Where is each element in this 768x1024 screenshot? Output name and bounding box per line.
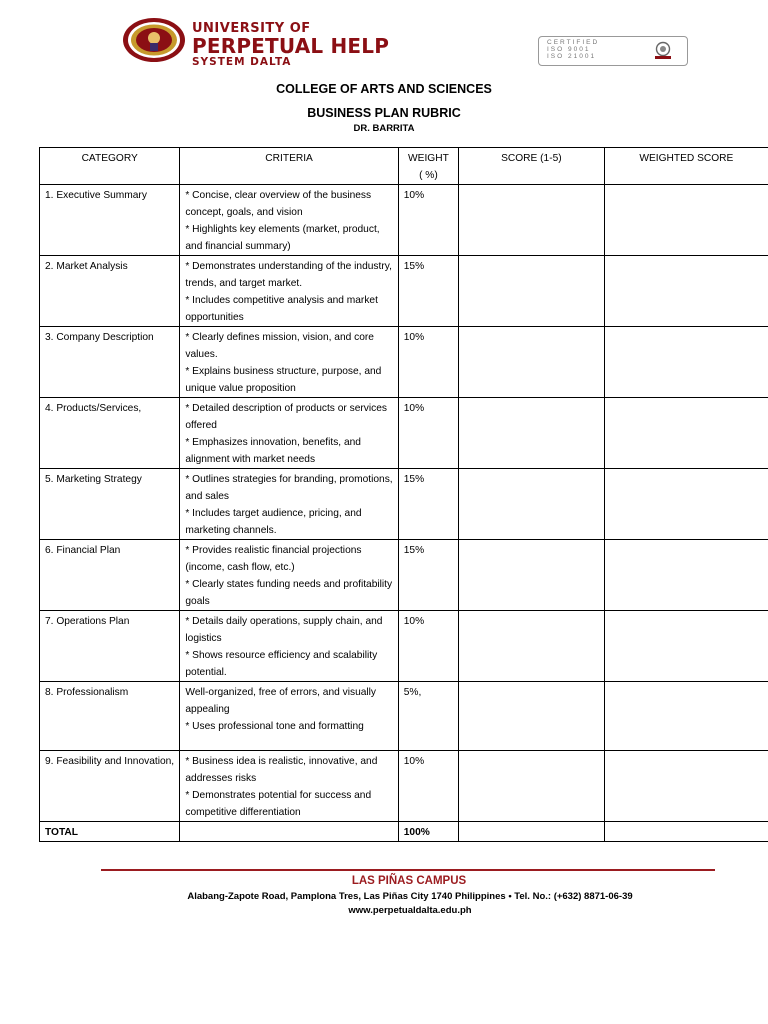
category-cell: 6. Financial Plan (40, 540, 180, 611)
score-cell[interactable] (459, 682, 605, 751)
weight-cell: 5%, (398, 682, 458, 751)
header-weight-line2: ( %) (419, 170, 438, 181)
criteria-item: * Clearly states funding needs and profitability goals (185, 579, 393, 607)
criteria-item: * Clearly defines mission, vision, and core values. (185, 332, 374, 360)
weighted-score-cell[interactable] (604, 611, 768, 682)
header-score: SCORE (1-5) (459, 148, 605, 185)
weight-cell: 10% (398, 398, 458, 469)
table-header-row (40, 148, 768, 185)
university-name (192, 22, 389, 68)
criteria-item: * Outlines strategies for branding, promotions, and sales (185, 474, 393, 502)
category-cell: 7. Operations Plan (40, 611, 180, 682)
total-criteria-cell (180, 822, 398, 842)
criteria-cell (180, 540, 398, 611)
category-cell: 4. Products/Services, (40, 398, 180, 469)
table-row (40, 611, 768, 682)
criteria-cell (180, 327, 398, 398)
score-cell[interactable] (459, 398, 605, 469)
table-row (40, 540, 768, 611)
weighted-score-cell[interactable] (604, 469, 768, 540)
score-cell[interactable] (459, 185, 605, 256)
weight-cell: 10% (398, 185, 458, 256)
criteria-cell (180, 611, 398, 682)
rubric-table (39, 147, 768, 842)
score-cell[interactable] (459, 611, 605, 682)
criteria-item: * Uses professional tone and formatting (185, 721, 364, 732)
criteria-item: * Emphasizes innovation, benefits, and alignment with market needs (185, 437, 361, 465)
criteria-item: * Provides realistic financial projections (income, cash flow, etc.) (185, 545, 362, 573)
table-row (40, 327, 768, 398)
criteria-cell (180, 185, 398, 256)
certification-text: CERTIFIED ISO 9001 ISO 21001 (547, 39, 600, 60)
weighted-score-cell[interactable] (604, 327, 768, 398)
criteria-item: Well-organized, free of errors, and visually appealing (185, 687, 377, 715)
score-cell[interactable] (459, 256, 605, 327)
header-category: CATEGORY (40, 148, 180, 185)
criteria-cell (180, 256, 398, 327)
campus-name: LAS PIÑAS CAMPUS (351, 875, 467, 887)
weighted-score-cell[interactable] (604, 398, 768, 469)
weighted-score-cell[interactable] (604, 185, 768, 256)
criteria-item: * Detailed description of products or services offered (185, 403, 387, 431)
criteria-cell (180, 398, 398, 469)
score-cell[interactable] (459, 540, 605, 611)
criteria-cell (180, 751, 398, 822)
page-title: BUSINESS PLAN RUBRIC (307, 106, 461, 120)
weight-cell: 10% (398, 751, 458, 822)
category-cell: 3. Company Description (40, 327, 180, 398)
total-weighted-score-cell[interactable] (604, 822, 768, 842)
weight-cell: 15% (398, 256, 458, 327)
table-row (40, 185, 768, 256)
criteria-item: * Details daily operations, supply chain, and logistics (185, 616, 383, 644)
total-weight: 100% (398, 822, 458, 842)
criteria-item: * Business idea is realistic, innovative, and addresses risks (185, 756, 378, 784)
criteria-cell (180, 682, 398, 751)
weighted-score-cell[interactable] (604, 540, 768, 611)
weight-cell: 15% (398, 540, 458, 611)
category-cell: 2. Market Analysis (40, 256, 180, 327)
header-weighted-score: WEIGHTED SCORE (604, 148, 768, 185)
criteria-item: * Shows resource efficiency and scalability potential. (185, 650, 378, 678)
footer-divider (101, 869, 715, 871)
header-weight-line1: WEIGHT (408, 153, 449, 164)
score-cell[interactable] (459, 751, 605, 822)
weighted-score-cell[interactable] (604, 751, 768, 822)
criteria-cell (180, 469, 398, 540)
criteria-item: * Includes competitive analysis and market opportunities (185, 295, 378, 323)
weighted-score-cell[interactable] (604, 682, 768, 751)
college-name: COLLEGE OF ARTS AND SCIENCES (276, 82, 492, 96)
header-criteria: CRITERIA (180, 148, 398, 185)
university-name-line1: UNIVERSITY OF (192, 21, 311, 36)
campus-address: Alabang-Zapote Road, Pamplona Tres, Las Piñas City 1740 Philippines • Tel. No.: (+632) 8871-06-39 (187, 891, 633, 902)
weight-cell: 10% (398, 327, 458, 398)
total-label: TOTAL (40, 822, 180, 842)
table-row (40, 398, 768, 469)
weight-cell: 10% (398, 611, 458, 682)
university-name-line3: SYSTEM DALTA (192, 56, 292, 68)
total-row (40, 822, 768, 842)
university-name-line2: PERPETUAL HELP (192, 34, 390, 58)
website-link[interactable]: www.perpetualdalta.edu.ph (348, 905, 472, 916)
score-cell[interactable] (459, 327, 605, 398)
category-cell: 1. Executive Summary (40, 185, 180, 256)
table-row (40, 256, 768, 327)
table-row (40, 469, 768, 540)
criteria-item: * Demonstrates potential for success and competitive differentiation (185, 790, 372, 818)
weighted-score-cell[interactable] (604, 256, 768, 327)
university-seal-icon (121, 16, 187, 64)
criteria-item: * Includes target audience, pricing, and marketing channels. (185, 508, 362, 536)
certification-body-logo-icon (651, 41, 675, 61)
category-cell: 5. Marketing Strategy (40, 469, 180, 540)
instructor-name: DR. BARRITA (353, 123, 415, 134)
category-cell: 9. Feasibility and Innovation, (40, 751, 180, 822)
criteria-item: * Highlights key elements (market, product, and financial summary) (185, 224, 380, 252)
letterhead (118, 14, 718, 68)
category-cell: 8. Professionalism (40, 682, 180, 751)
table-row (40, 751, 768, 822)
criteria-item: * Concise, clear overview of the business concept, goals, and vision (185, 190, 372, 218)
criteria-item: * Demonstrates understanding of the industry, trends, and target market. (185, 261, 392, 289)
certification-badge (538, 36, 688, 66)
score-cell[interactable] (459, 469, 605, 540)
total-score-cell[interactable] (459, 822, 605, 842)
header-weight (398, 148, 458, 185)
weight-cell: 15% (398, 469, 458, 540)
table-row (40, 682, 768, 751)
criteria-item: * Explains business structure, purpose, and unique value proposition (185, 366, 382, 394)
